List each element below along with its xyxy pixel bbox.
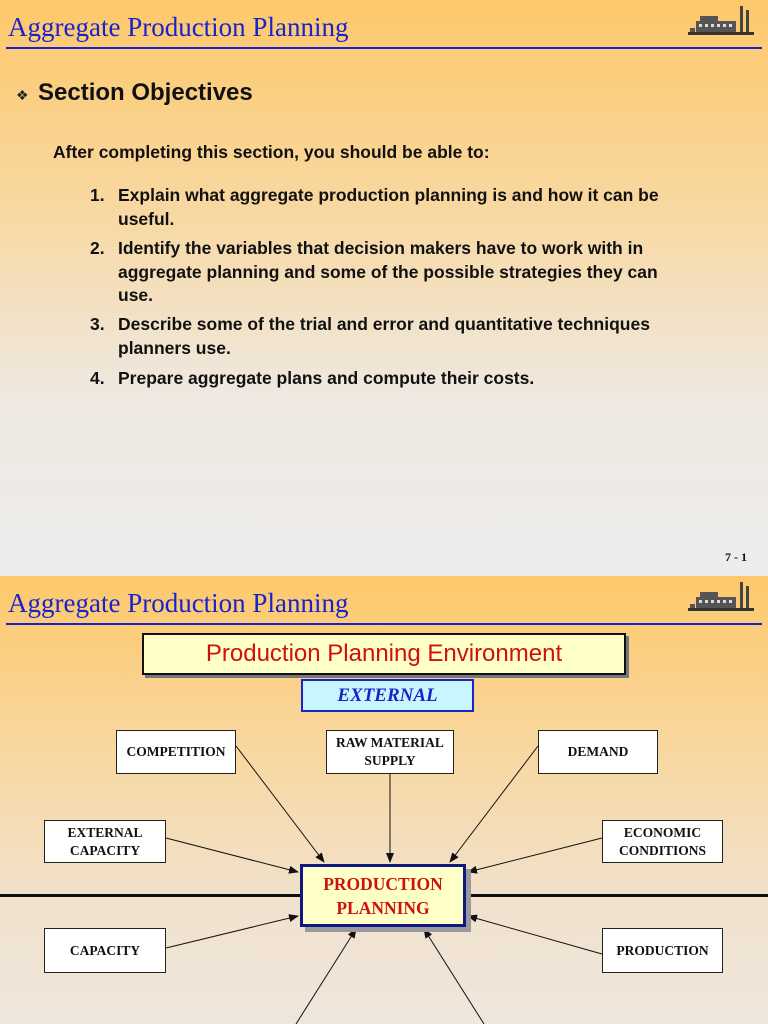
objective-line: useful. — [118, 208, 175, 229]
factor-raw-material-supply — [326, 730, 454, 774]
objective-line: Prepare aggregate plans and compute their costs. — [118, 368, 535, 388]
objective-line: Explain what aggregate production planning is and how it can be — [118, 185, 659, 205]
diamond-bullet-icon: ❖ — [16, 87, 29, 103]
arrow-competition — [236, 746, 324, 862]
environment-heading: Production Planning Environment — [142, 633, 626, 675]
objective-line: planners use. — [118, 337, 231, 358]
factor-label: RAW MATERIAL — [336, 735, 444, 750]
objective-line: aggregate planning and some of the possible strategies they can — [118, 261, 658, 282]
factor-economic-conditions — [602, 820, 723, 863]
arrow-demand — [450, 746, 538, 862]
factor-production — [602, 928, 723, 973]
arrow-lower-right — [424, 929, 484, 1024]
factor-label: EXTERNAL — [67, 824, 143, 840]
objective-number: 4. — [90, 368, 105, 388]
objective-item — [90, 313, 730, 360]
factor-label: DEMAND — [567, 744, 629, 759]
slide-title: Aggregate Production Planning — [8, 12, 349, 42]
arrow-production — [468, 916, 602, 954]
arrow-capacity — [166, 916, 298, 948]
factor-competition — [116, 730, 236, 774]
objective-line: use. — [118, 285, 154, 305]
objective-line: Identify the variables that decision makers have to work with in — [118, 238, 644, 258]
objective-item — [90, 367, 730, 391]
section-heading: Section Objectives — [38, 79, 253, 106]
production-planning-box — [300, 864, 466, 927]
factor-label: CONDITIONS — [618, 842, 707, 858]
page-number: 7 - 1 — [725, 550, 747, 564]
factory-icon — [688, 4, 754, 38]
intro-text: After completing this section, you should be able to: — [53, 142, 490, 162]
objective-item — [90, 237, 730, 308]
objective-number: 3. — [90, 314, 105, 334]
factor-label: COMPETITION — [126, 744, 226, 759]
factor-label: PRODUCTION — [616, 942, 709, 958]
objective-number: 2. — [90, 238, 105, 258]
arrow-economic-conditions — [468, 838, 602, 872]
factor-label: SUPPLY — [364, 753, 416, 768]
arrow-external-capacity — [166, 838, 298, 872]
objective-item — [90, 184, 730, 231]
objective-line: Describe some of the trial and error and quantitative techniques — [118, 314, 650, 334]
slide-title: Aggregate Production Planning — [8, 588, 349, 618]
center-label: PLANNING — [336, 897, 430, 918]
factor-external-capacity — [44, 820, 166, 863]
factor-label: ECONOMIC — [623, 824, 702, 840]
title-rule — [6, 47, 762, 49]
objective-number: 1. — [90, 185, 105, 205]
factor-label: CAPACITY — [69, 842, 141, 858]
external-label: EXTERNAL — [301, 679, 474, 712]
factor-label: CAPACITY — [69, 942, 141, 958]
factor-demand — [538, 730, 658, 774]
arrow-lower-left — [296, 929, 356, 1024]
factor-capacity — [44, 928, 166, 973]
center-label: PRODUCTION — [323, 873, 443, 894]
slide-environment — [0, 576, 768, 1024]
